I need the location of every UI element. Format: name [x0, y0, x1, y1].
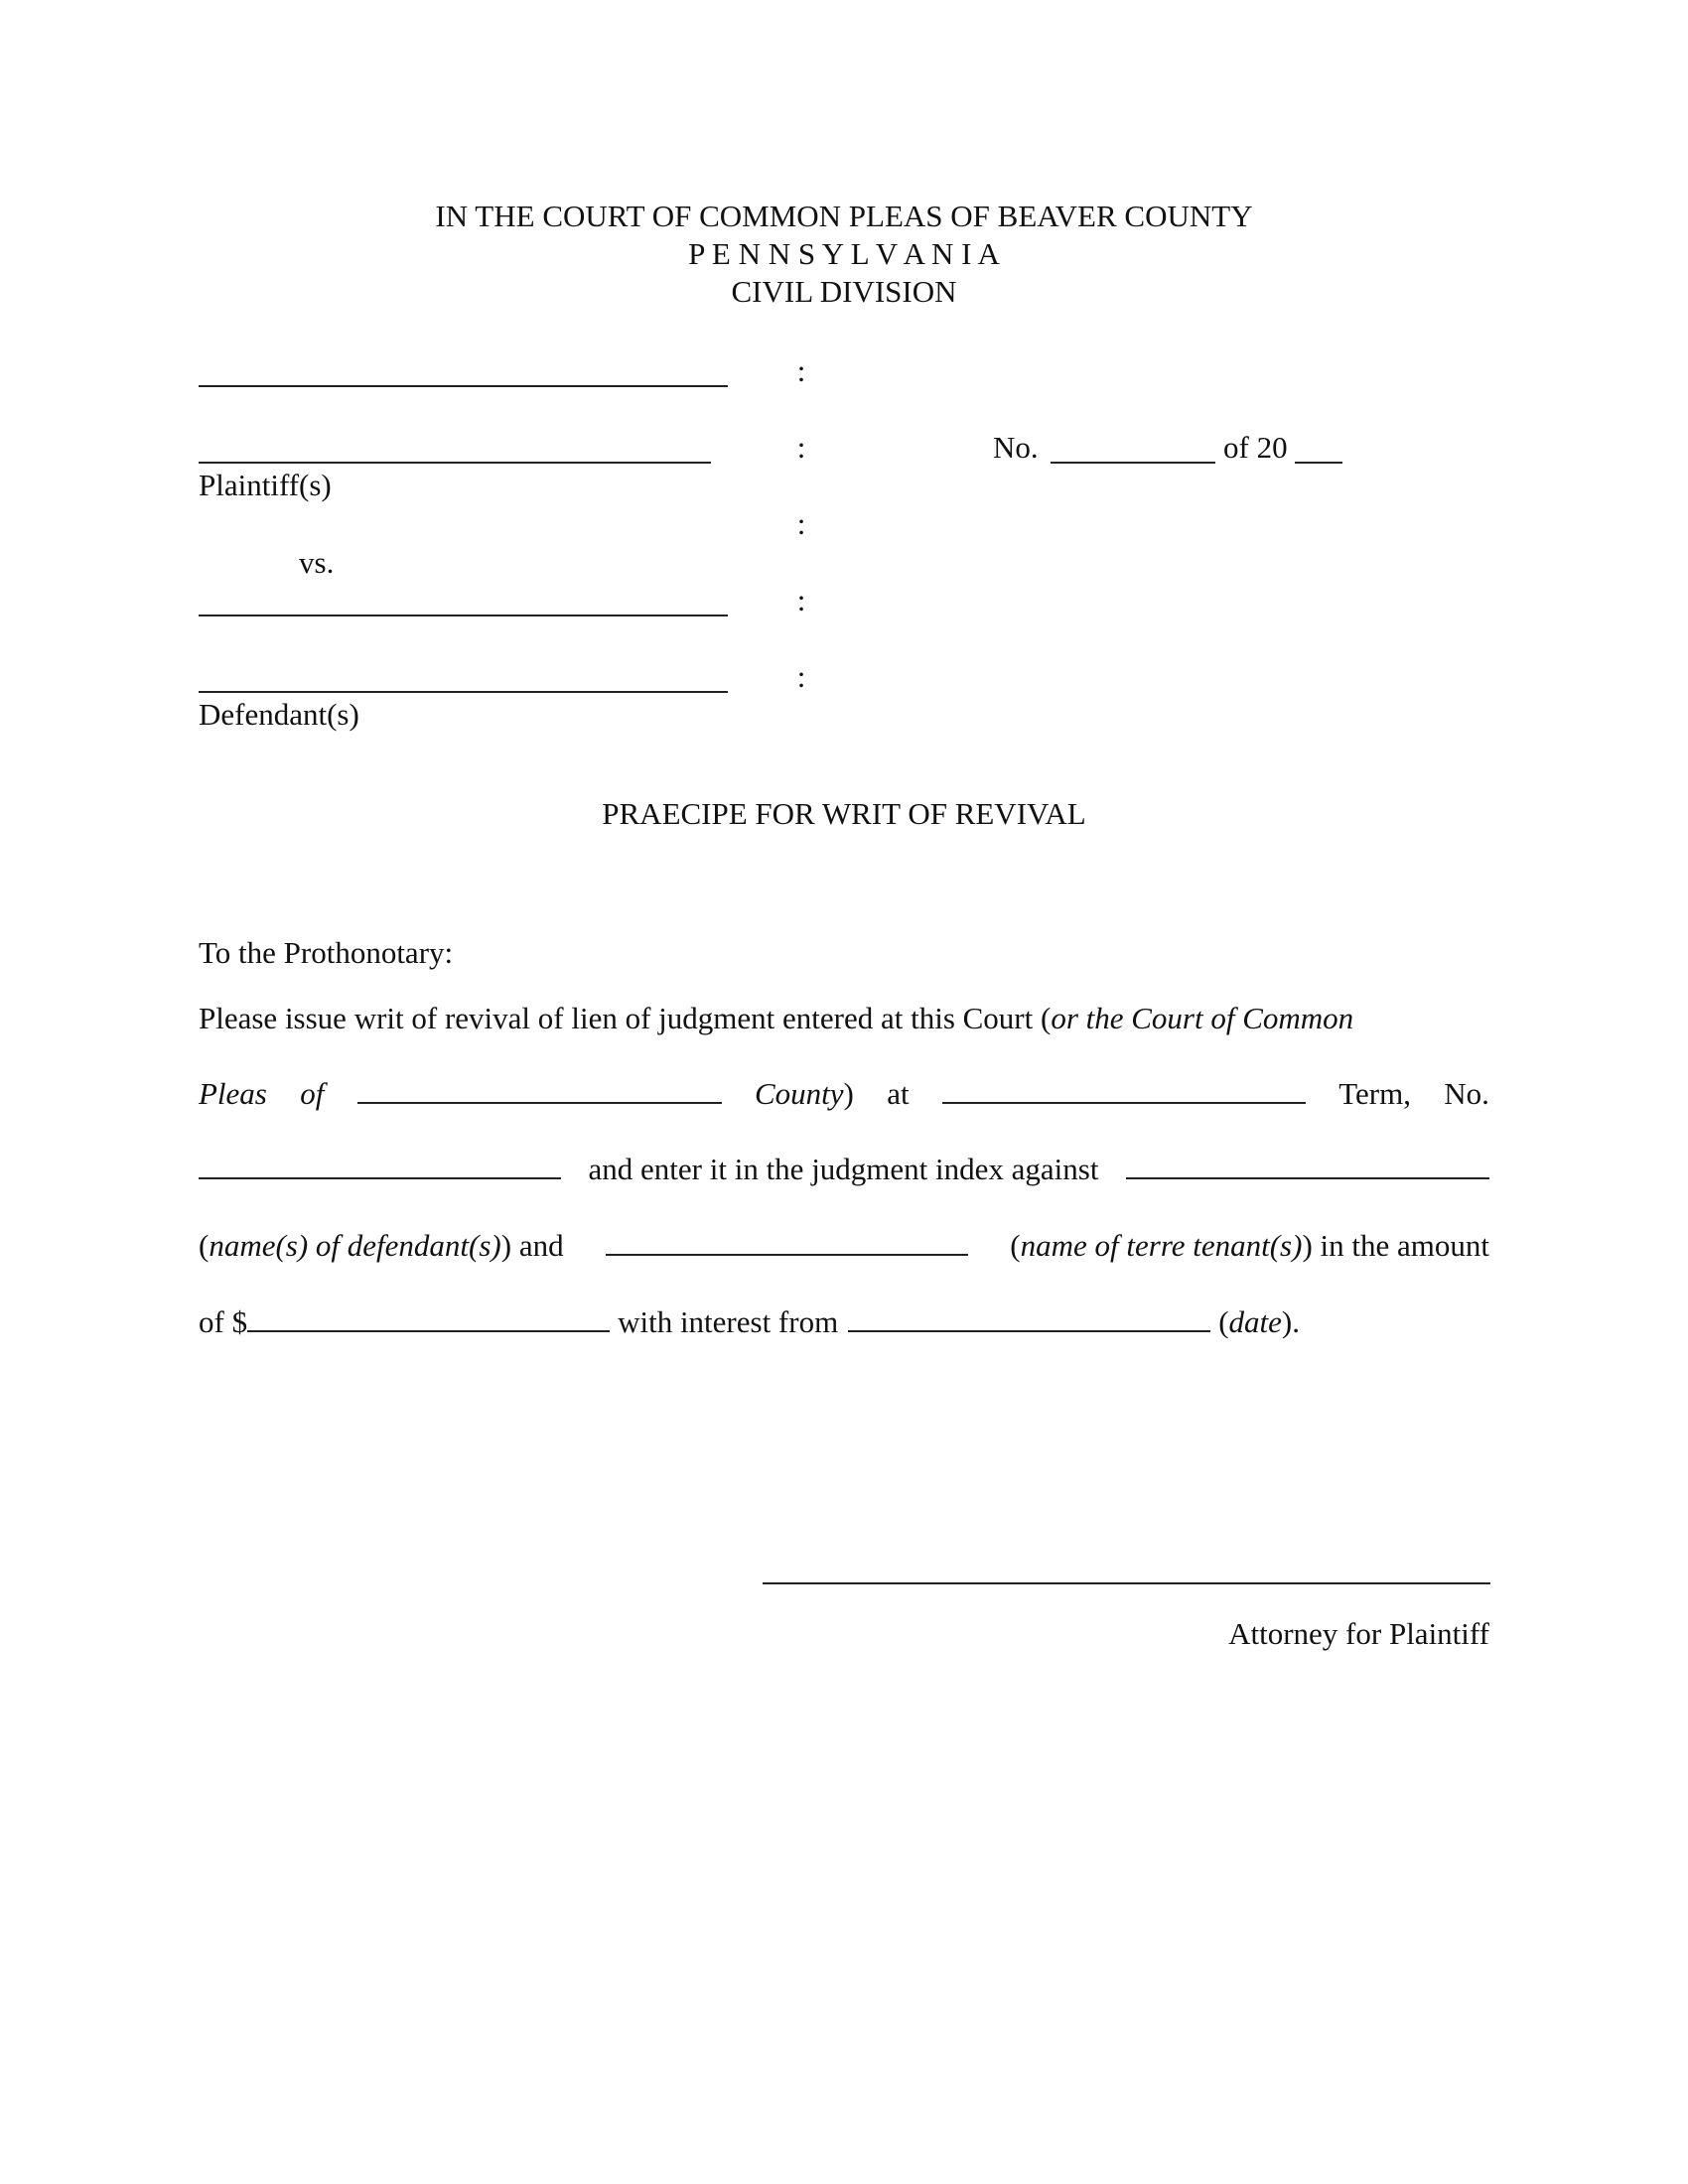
judgment-index-text: and enter it in the judgment index against [588, 1152, 1099, 1186]
case-year-label: of 20 [1223, 430, 1288, 465]
caption-colon: : [796, 430, 806, 465]
caption-colon: : [796, 353, 806, 388]
body-line-1 [199, 1001, 1489, 1036]
division-heading: CIVIL DIVISION [731, 274, 957, 309]
interest-date-field[interactable] [848, 1304, 1210, 1332]
vs-label: vs. [299, 545, 335, 580]
attorney-signature-line[interactable] [763, 1582, 1490, 1584]
terre-tenant-field[interactable] [606, 1228, 968, 1256]
case-number-label: No. [993, 430, 1039, 465]
salutation: To the Prothonotary: [199, 935, 454, 970]
term-field[interactable] [942, 1076, 1306, 1104]
plaintiff-label: Plaintiff(s) [199, 468, 332, 502]
tenant-text: (name of terre tenant(s)) in the amount [1010, 1228, 1489, 1263]
amount-prefix: of $ [199, 1304, 248, 1339]
state-heading: P E N N S Y L V A N I A [688, 236, 1000, 271]
defendants-text: (name(s) of defendant(s)) and [199, 1228, 564, 1263]
defendant-name-line-1[interactable] [199, 614, 728, 616]
caption-colon: : [796, 583, 806, 617]
court-heading: IN THE COURT OF COMMON PLEAS OF BEAVER COUNTY [435, 199, 1253, 233]
document-title: PRAECIPE FOR WRIT OF REVIVAL [602, 796, 1086, 831]
amount-field[interactable] [247, 1304, 610, 1332]
case-number-field[interactable] [1051, 462, 1215, 464]
judgment-number-field[interactable] [199, 1152, 561, 1179]
defendant-names-field[interactable] [1126, 1152, 1489, 1179]
body-line-1-text: Please issue writ of revival of lien of judgment entered at this Court (or the Court of Common [199, 1001, 1354, 1035]
attorney-label: Attorney for Plaintiff [1228, 1616, 1489, 1651]
body-line-3 [199, 1152, 1489, 1187]
case-year-field[interactable] [1295, 462, 1342, 464]
body-line-2 [199, 1076, 1489, 1112]
body-line-4 [199, 1228, 1489, 1264]
defendant-name-line-2[interactable] [199, 691, 728, 693]
caption-colon: : [796, 506, 806, 541]
county-field[interactable] [357, 1076, 722, 1104]
date-text: (date). [1218, 1304, 1300, 1339]
pleas-text: Pleas [199, 1076, 267, 1111]
interest-text: with interest from [618, 1304, 839, 1339]
defendant-label: Defendant(s) [199, 697, 359, 732]
body-line-5 [199, 1304, 1489, 1340]
term-text: Term, [1338, 1076, 1411, 1111]
at-text: at [887, 1076, 910, 1111]
plaintiff-name-line-2[interactable] [199, 462, 711, 464]
no-text: No. [1444, 1076, 1489, 1111]
caption-colon: : [796, 659, 806, 694]
plaintiff-name-line-1[interactable] [199, 385, 728, 387]
of-text: of [300, 1076, 325, 1111]
county-text: County) [754, 1076, 854, 1111]
